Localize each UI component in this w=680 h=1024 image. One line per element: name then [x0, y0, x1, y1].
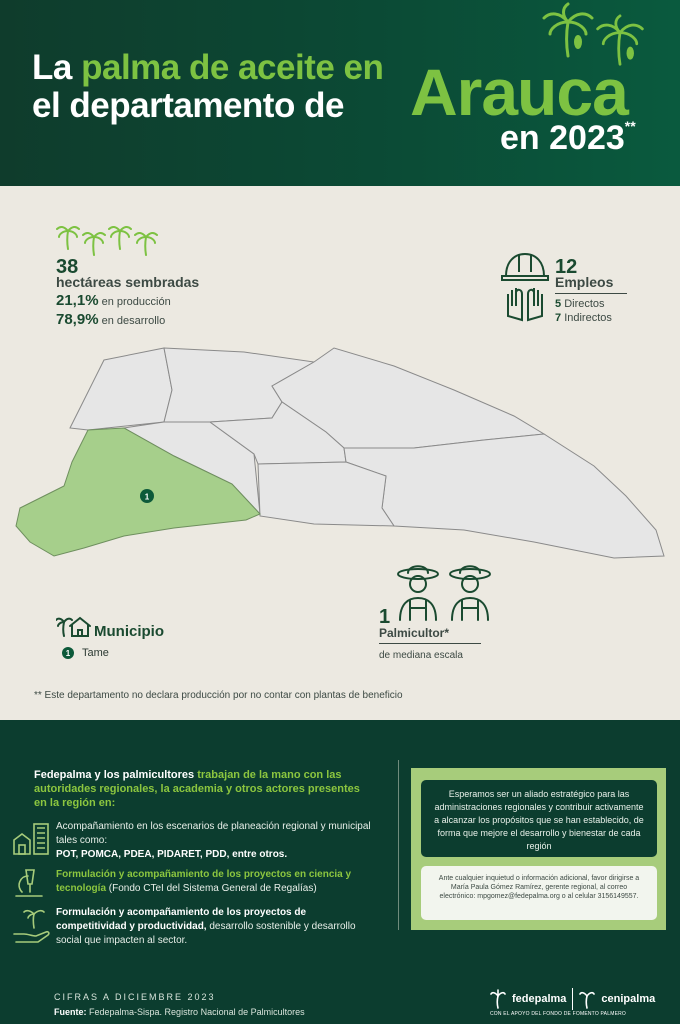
farmers-icon: [390, 560, 500, 626]
item-science-bold: Formulación y acompañamiento de los proyectos en ciencia y tecnología: [56, 869, 352, 894]
item-competitiveness-text: desarrollo sostenible y desarrollo social que impacten al sector.: [56, 921, 356, 946]
item-planning-bold: POT, POMCA, PDEA, PIDARET, PDD, entre otros.: [56, 849, 288, 860]
map-region-south-central: [258, 462, 394, 526]
growers-label: Palmicultor*: [379, 626, 481, 644]
hectares-number: 38: [56, 256, 79, 278]
municipality-title: Municipio: [94, 623, 164, 640]
info-box: [411, 768, 666, 930]
employment-label: Empleos: [555, 274, 627, 294]
development-row: [56, 311, 165, 328]
cenipalma-logo: cenipalma: [601, 993, 656, 1005]
year-footnote-mark: **: [624, 118, 636, 134]
bottom-item-science: [56, 868, 376, 896]
hand-plant-icon: [12, 908, 52, 944]
direct-jobs-label: Directos: [564, 298, 605, 310]
department-name: Arauca: [410, 55, 628, 129]
bottom-intro: [34, 768, 374, 810]
employment-number: 12: [555, 256, 578, 278]
arauca-map: [14, 336, 674, 576]
bottom-item-planning: [56, 820, 376, 862]
cifras-date: CIFRAS A DICIEMBRE 2023: [54, 992, 216, 1002]
logo-tagline: CON EL APOYO DEL FONDO DE FOMENTO PALMERO: [490, 1011, 627, 1017]
logos: [490, 988, 655, 1010]
hard-hat-gloves-icon: [500, 250, 550, 324]
production-row: [56, 292, 171, 309]
palm-icons-row: [56, 222, 158, 256]
municipality-item: [62, 647, 109, 659]
source-text: Fedepalma-Sispa. Registro Nacional de Palmicultores: [89, 1007, 305, 1017]
map-region-north-west: [70, 348, 172, 430]
indirect-jobs: [555, 312, 612, 324]
header-banner: [0, 0, 680, 186]
bottom-item-competitiveness: [56, 906, 376, 948]
municipality-number-badge: 1: [62, 647, 74, 659]
title-word-la: La: [32, 48, 72, 87]
development-label: en desarrollo: [101, 315, 166, 327]
palm-tree-icon: [56, 222, 80, 250]
fedepalma-logo: fedepalma: [512, 993, 567, 1005]
title-line-2: el departamento de: [32, 86, 344, 125]
quote-box: Esperamos ser un aliado estratégico para las administraciones regionales y contribuir activamente a alcanzar los propósitos que se han establecido, de forma que mejore el desarrollo y bienestar de cada región: [421, 780, 657, 857]
indirect-jobs-label: Indirectos: [564, 312, 612, 324]
palm-tree-icon: [134, 228, 158, 256]
municipality-name: Tame: [82, 647, 109, 659]
source-line: [54, 1007, 305, 1017]
palm-tree-icon: [108, 222, 132, 250]
production-label: en producción: [101, 296, 171, 308]
growers-number: 1: [379, 606, 391, 628]
direct-jobs: [555, 298, 605, 310]
growers-sublabel: de mediana escala: [379, 650, 463, 661]
year-label: [500, 118, 636, 158]
city-buildings-icon: [12, 820, 52, 856]
contact-box: Ante cualquier inquietud o información adicional, favor dirigirse a María Paula Gómez Ramírez, gerente regional, al correo electrónico: mpgomez@fedepalma.org o al celular 3156149557.: [421, 866, 657, 920]
fedepalma-logo-icon: [490, 989, 506, 1009]
hectares-label: hectáreas sembradas: [56, 274, 200, 290]
logo-separator: [572, 988, 573, 1010]
intro-white-text: Fedepalma y los palmicultores: [34, 769, 195, 781]
map-marker-number: 1: [144, 492, 150, 502]
indirect-jobs-number: 7: [555, 312, 562, 324]
microscope-icon: [12, 866, 52, 898]
vertical-divider: [398, 760, 399, 930]
production-percent: 21,1%: [56, 292, 99, 309]
item-competitiveness-bold: Formulación y acompañamiento de los proyectos de competitividad y productividad,: [56, 907, 307, 932]
palm-tree-icon: [592, 14, 648, 68]
source-label: Fuente:: [54, 1007, 87, 1017]
year-text: en 2023: [500, 119, 625, 157]
cenipalma-logo-icon: [579, 989, 595, 1009]
farm-house-icon: [56, 612, 92, 638]
direct-jobs-number: 5: [555, 298, 562, 310]
footnote: ** Este departamento no declara producción por no contar con plantas de beneficio: [34, 690, 403, 701]
bottom-section: [0, 720, 680, 1024]
title-green-text: palma de aceite en: [81, 48, 384, 87]
intro-green-text: trabajan de la mano con las autoridades regionales, la academia y otros actores presentes en la región en:: [34, 769, 360, 809]
palm-tree-icon: [538, 2, 598, 60]
map-region-east: [344, 434, 664, 558]
item-planning-text: Acompañamiento en los escenarios de planeación regional y municipal tales como:: [56, 821, 371, 846]
title-line-1: [32, 48, 383, 88]
development-percent: 78,9%: [56, 311, 99, 328]
item-science-text: (Fondo CTeI del Sistema General de Regalías): [108, 883, 317, 894]
palm-tree-icon: [82, 228, 106, 256]
